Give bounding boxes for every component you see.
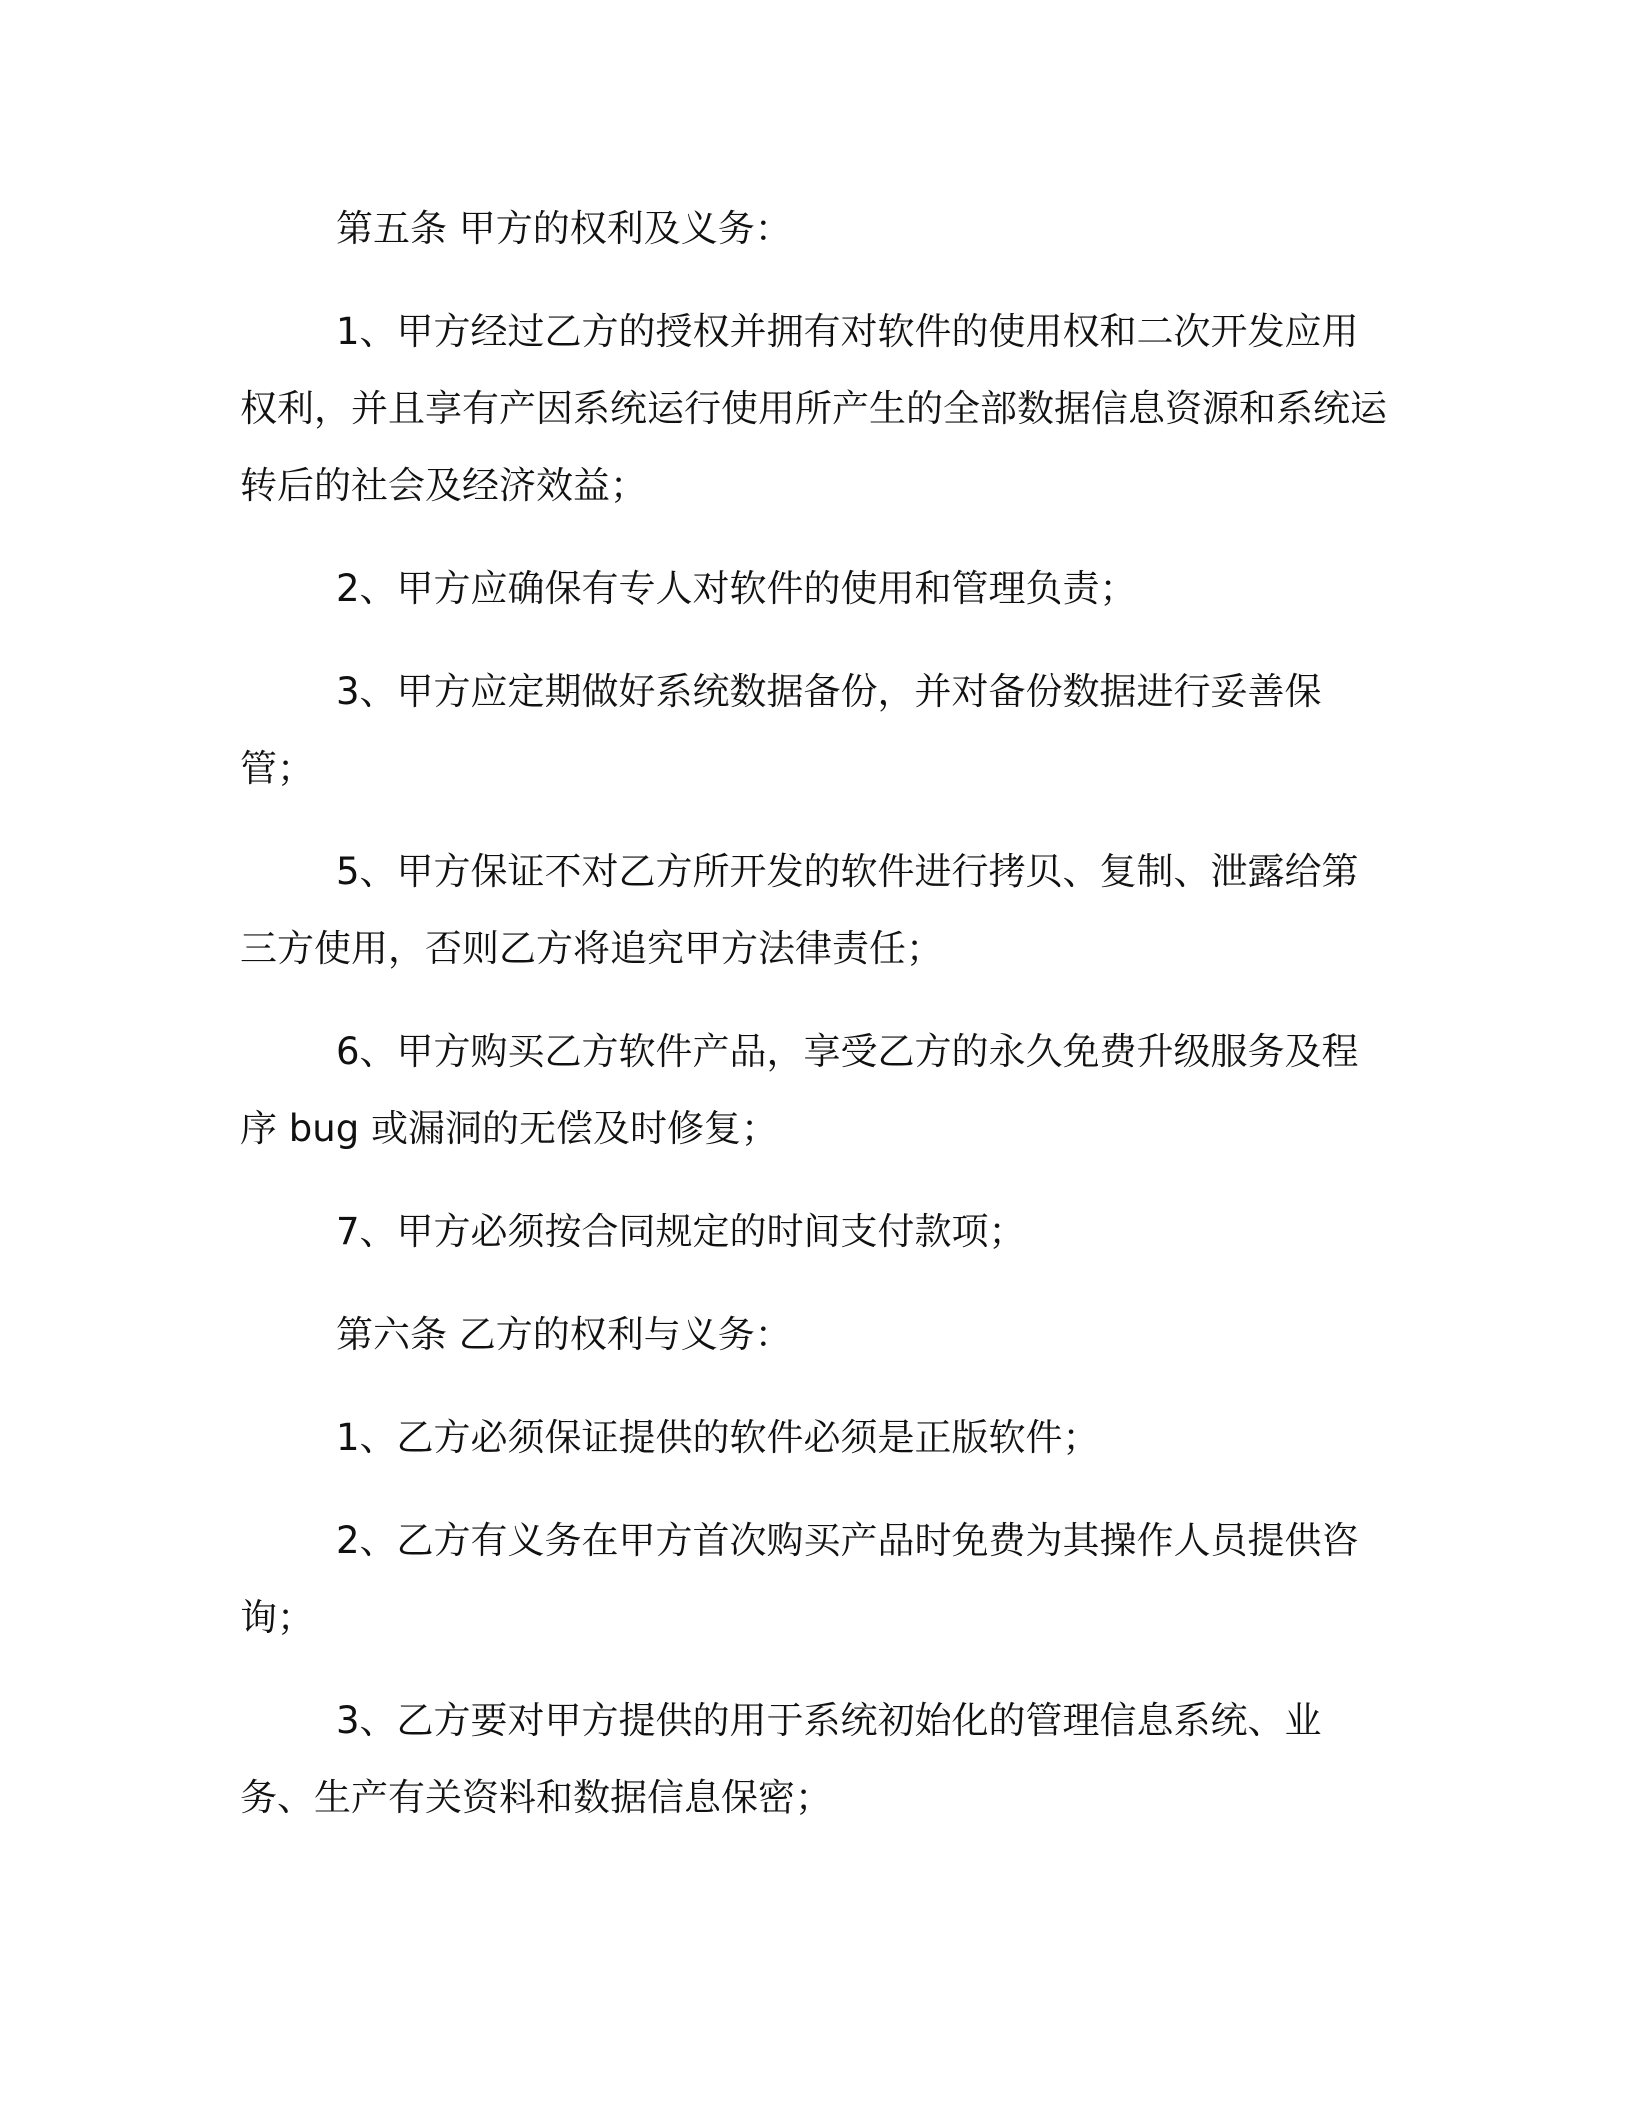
paragraph-party-b-item-3: 3、乙方要对甲方提供的用于系统初始化的管理信息系统、业务、生产有关资料和数据信息保密； <box>240 1699 1322 1819</box>
paragraph-party-a-item-5: 5、甲方保证不对乙方所开发的软件进行拷贝、复制、泄露给第三方使用，否则乙方将追究甲方法律责任； <box>240 850 1359 970</box>
paragraph-party-a-item-7: 7、甲方必须按合同规定的时间支付款项； <box>336 1210 1026 1253</box>
document-body <box>240 190 1390 1836</box>
paragraph-party-b-item-2: 2、乙方有义务在甲方首次购买产品时免费为其操作人员提供咨询； <box>240 1519 1359 1639</box>
paragraph-party-b-item-1: 1、乙方必须保证提供的软件必须是正版软件； <box>336 1416 1100 1459</box>
paragraph-party-a-item-6: 6、甲方购买乙方软件产品，享受乙方的永久免费升级服务及程序 bug 或漏洞的无偿及时修复； <box>240 1030 1359 1150</box>
section-heading-article-6: 第六条 乙方的权利与义务： <box>336 1313 792 1356</box>
paragraph-party-a-item-2: 2、甲方应确保有专人对软件的使用和管理负责； <box>336 567 1137 610</box>
paragraph-party-a-item-1: 1、甲方经过乙方的授权并拥有对软件的使用权和二次开发应用权利，并且享有产因系统运行使用所产生的全部数据信息资源和系统运转后的社会及经济效益； <box>240 310 1387 507</box>
paragraph-party-a-item-3: 3、甲方应定期做好系统数据备份，并对备份数据进行妥善保管； <box>240 670 1322 790</box>
section-heading-article-5: 第五条 甲方的权利及义务： <box>336 207 792 250</box>
